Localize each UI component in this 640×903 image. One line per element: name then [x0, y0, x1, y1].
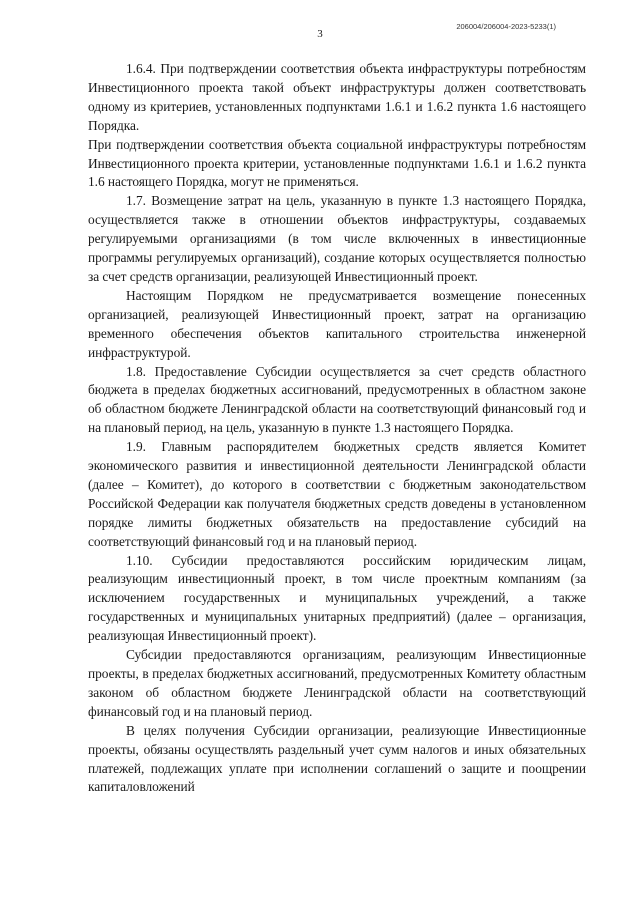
paragraph-1-10: 1.10. Субсидии предоставляются российским юридическим лицам, реализующим инвестиционный проект, в том числе проектным компаниям (за исключением государственных и муниципальных учреждений, а также государственных и муниципальных унитарных предприятий) (далее – организация, реализующая Инвестиционный проект). — [88, 552, 586, 644]
page-number: 3 — [317, 28, 323, 40]
document-reference: 206004/206004-2023-5233(1) — [456, 22, 556, 31]
document-body — [88, 60, 586, 797]
paragraph-separate-accounting: В целях получения Субсидии организации, реализующие Инвестиционные проекты, обязаны осуществлять раздельный учет сумм налогов и иных обязательных платежей, подлежащих уплате при исполнении соглашений о защите и поощрении капиталовложений — [88, 722, 586, 795]
paragraph-1-6-4: 1.6.4. При подтверждении соответствия объекта инфраструктуры потребностям Инвестиционного проекта такой объект инфраструктуры должен соответствовать одному из критериев, установленных подпунктами 1.6.1 и 1.6.2 пункта 1.6 настоящего Порядка. — [88, 61, 586, 133]
paragraph-1-7: 1.7. Возмещение затрат на цель, указанную в пункте 1.3 настоящего Порядка, осуществляется также в отношении объектов инфраструктуры, создаваемых регулируемыми организациями (в том числе включенных в инвестиционные программы регулируемых организаций), создание которых осуществляется полностью за счет средств организации, реализующей Инвестиционный проект. — [88, 193, 586, 284]
paragraph-subsidy-recipients: Субсидии предоставляются организациям, реализующим Инвестиционные проекты, в пределах бюджетных ассигнований, предусмотренных Комитету областным законом об областном бюджете Ленинградской области на соответствующий финансовый год и на плановый период. — [88, 647, 586, 719]
paragraph-1-6-4-continued: При подтверждении соответствия объекта социальной инфраструктуры потребностям Инвестиционного проекта критерии, установленные подпунктами 1.6.1 и 1.6.2 пункта 1.6 настоящего Порядка, могут не применяться. — [88, 136, 586, 190]
paragraph-1-8: 1.8. Предоставление Субсидии осуществляется за счет средств областного бюджета в пределах бюджетных ассигнований, предусмотренных в областном законе об областном бюджете Ленинградской области на соответствующий финансовый год и на плановый период, на цель, указанную в пункте 1.3 настоящего Порядка. — [88, 363, 586, 436]
paragraph-1-9: 1.9. Главным распорядителем бюджетных средств является Комитет экономического развития и инвестиционной деятельности Ленинградской области (далее – Комитет), до которого в соответствии с бюджетным законодательством Российской Федерации как получателя бюджетных средств доведены в установленном порядке лимиты бюджетных обязательств на предоставление субсидий на соответствующий финансовый год и на плановый период. — [88, 439, 586, 549]
paragraph-1-7-exclusion: Настоящим Порядком не предусматривается возмещение понесенных организацией, реализующей Инвестиционный проект, затрат на организацию временного обеспечения объектов капитального строительства инженерной инфраструктурой. — [88, 287, 586, 360]
